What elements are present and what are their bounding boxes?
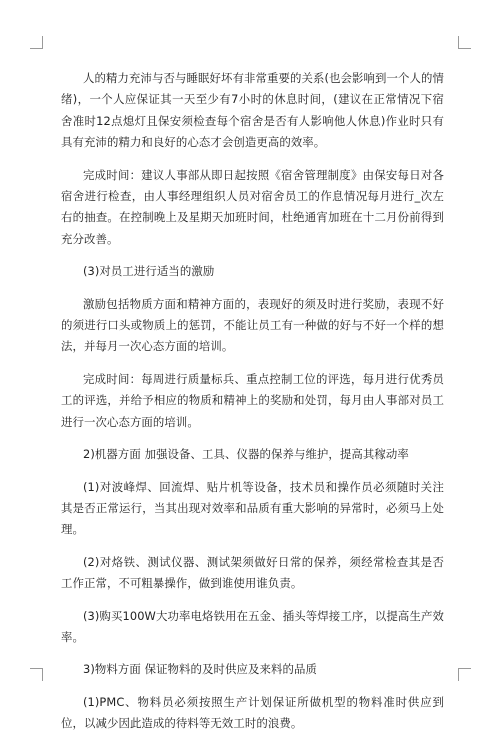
paragraph-sleep-rest: 人的精力充沛与否与睡眠好坏有非常重要的关系(也会影响到一个人的情绪)，一个人应保证其一天至少有7小时的休息时间，(建议在正常情况下宿舍准时12点熄灯且保安须检查每个宿舍是否有人影响他人休息)作业时只有具有充沛的精力和良好的心态才会创造更高的效率。	[61, 71, 444, 150]
paragraph-tool-care: (2)对烙铁、测试仪器、测试架须做好日常的保养，须经常检查其是否工作正常，不可粗暴操作，做到谁使用谁负责。	[61, 554, 444, 591]
heading-material-supply: 3)物料方面 保证物料的及时供应及来料的品质	[83, 662, 317, 677]
paragraph-pmc-supply: (1)PMC、物料员必须按照生产计划保证所做机型的物料准时供应到位，以减少因此造成的待料等无效工时的浪费。	[61, 694, 444, 731]
paragraph-completion-time-dorm: 完成时间：建议人事部从即日起按照《宿舍管理制度》由保安每日对各宿舍进行检查，由人事经理组织人员对宿舍员工的作息情况每月进行_次左右的抽查。在控制晚上及星期天加班时间，杜绝通宵加班在十二月份前得到充分改善。	[61, 167, 444, 246]
crop-mark-top-right	[458, 36, 471, 49]
paragraph-completion-time-evaluation: 完成时间：每周进行质量标兵、重点控制工位的评选，每月进行优秀员工的评选，并给予相应的物质和精神上的奖励和处罚，每月由人事部对员工进行一次心态方面的培训。	[61, 371, 444, 429]
paragraph-soldering-iron-purchase: (3)购买100W大功率电烙铁用在五金、插头等焊接工序，以提高生产效率。	[61, 608, 444, 644]
crop-mark-bottom-left	[30, 668, 43, 681]
crop-mark-top-left	[30, 36, 43, 49]
crop-mark-bottom-right	[458, 668, 471, 681]
heading-staff-incentive: (3)对员工进行适当的激励	[83, 264, 215, 279]
paragraph-incentive-details: 激励包括物质方面和精神方面的，表现好的须及时进行奖励，表现不好的须进行口头或物质上的惩罚，不能让员工有一种做的好与不好一个样的想法，并每月一次心态方面的培训。	[61, 296, 444, 354]
document-body	[61, 68, 444, 746]
heading-machine-maintenance: 2)机器方面 加强设备、工具、仪器的保养与维护，提高其稼动率	[83, 447, 409, 462]
paragraph-equipment-monitoring: (1)对波峰焊、回流焊、贴片机等设备，技术员和操作员必须随时关注其是否正常运行，当其出现对效率和品质有重大影响的异常时，必须马上处理。	[61, 479, 444, 537]
